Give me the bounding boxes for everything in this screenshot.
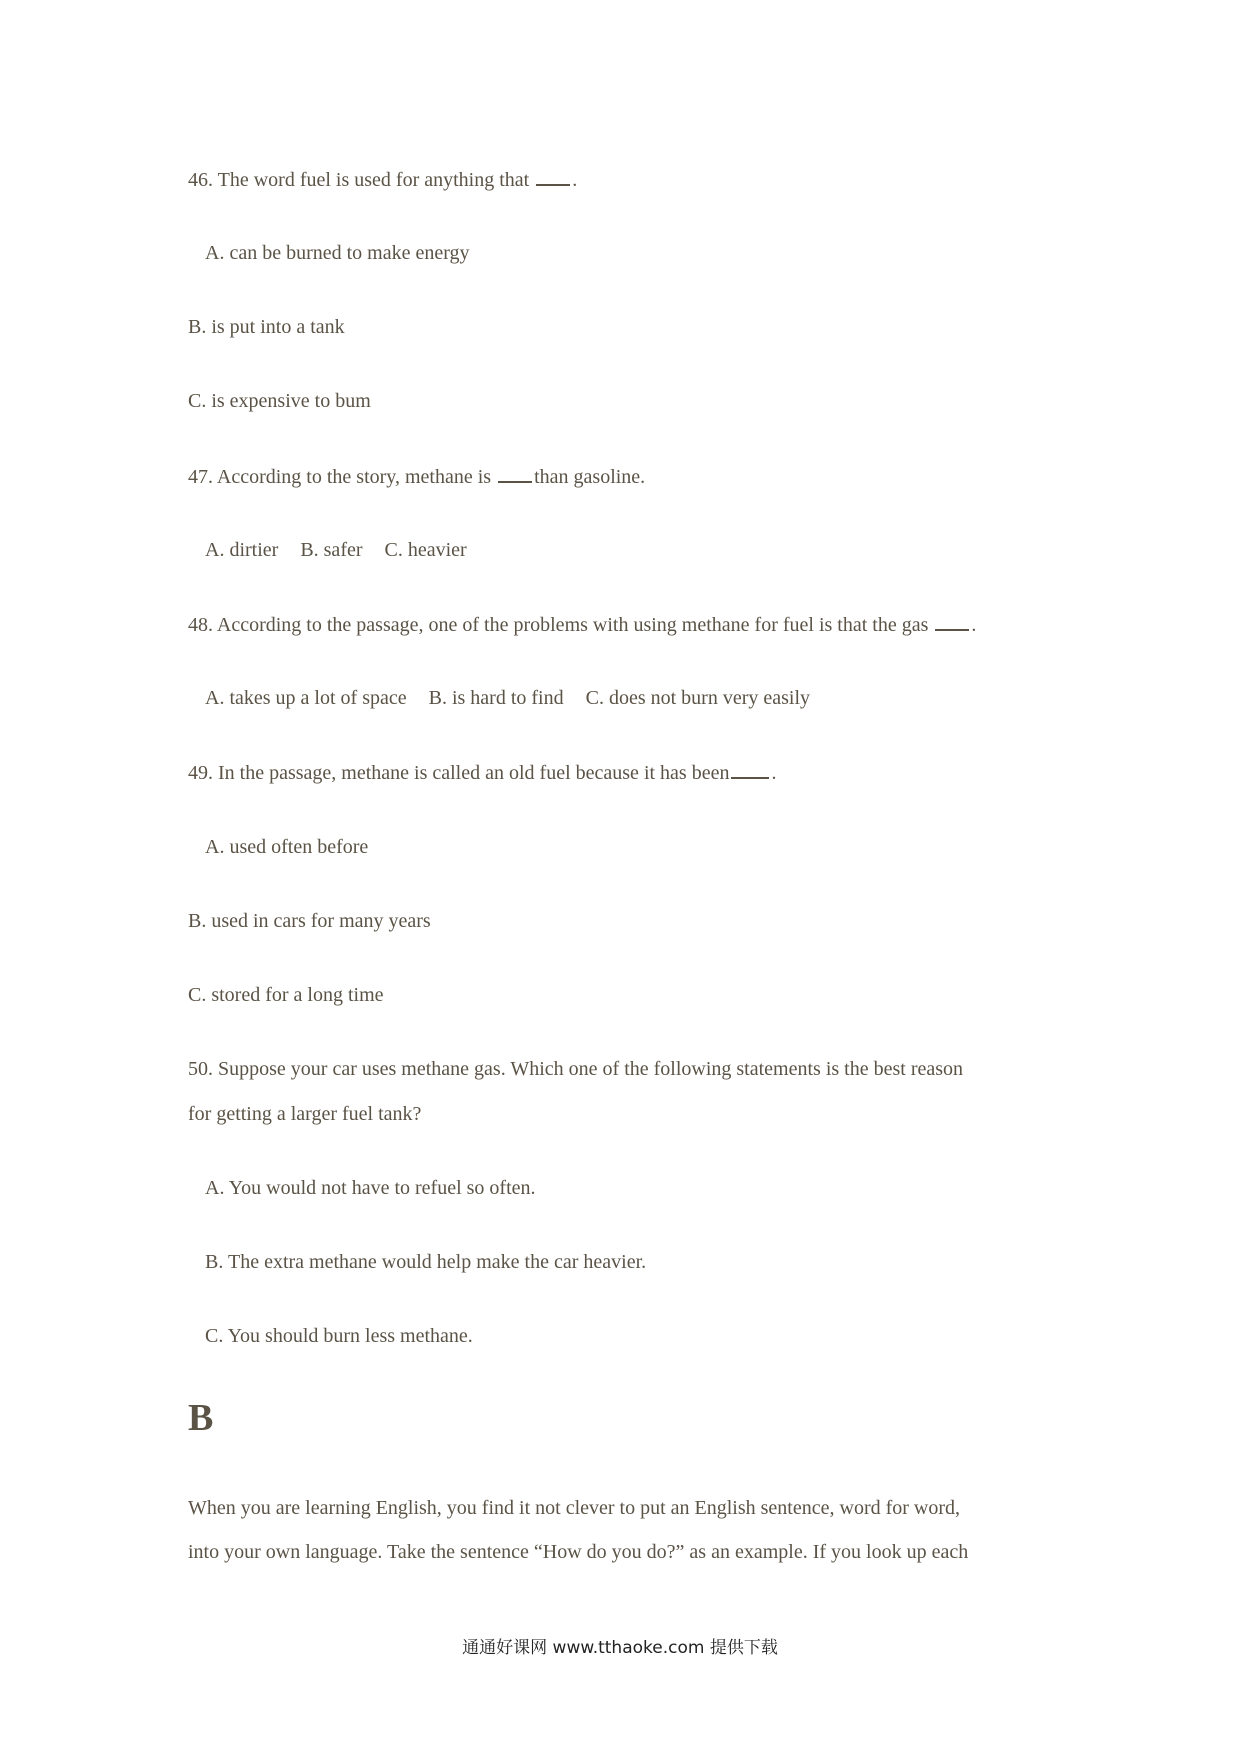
question-50-stem-line1: 50. Suppose your car uses methane gas. Which one of the following statements is the best reason — [188, 1058, 964, 1080]
question-49-text: 49. In the passage, methane is called an old fuel because it has been — [188, 762, 730, 784]
option-46-c: C. is expensive to bum — [188, 390, 371, 412]
question-46-stem — [188, 166, 577, 193]
paragraph-line-1: When you are learning English, you find it not clever to put an English sentence, word for word, — [188, 1497, 961, 1519]
option-47-c: C. heavier — [384, 539, 467, 561]
option-48-c: C. does not burn very easily — [585, 687, 811, 709]
question-47-text: 47. According to the story, methane is — [188, 466, 497, 488]
question-46-text-end: . — [572, 169, 578, 191]
question-47-stem — [188, 463, 645, 490]
question-49-stem — [188, 759, 776, 786]
question-47-text-end: than gasoline. — [534, 466, 646, 488]
question-50-stem-line2: for getting a larger fuel tank? — [188, 1103, 422, 1125]
answer-blank — [536, 166, 570, 186]
section-heading: B — [188, 1397, 214, 1439]
paragraph-line-2: into your own language. Take the sentence “How do you do?” as an example. If you look up each — [188, 1541, 969, 1563]
option-47-a: A. dirtier — [205, 539, 279, 561]
question-48-text-end: . — [971, 614, 977, 636]
option-49-b: B. used in cars for many years — [188, 910, 431, 932]
option-46-b: B. is put into a tank — [188, 316, 345, 338]
options-48 — [205, 685, 810, 711]
question-49-text-end: . — [771, 762, 777, 784]
answer-blank — [498, 463, 532, 483]
answer-blank — [731, 759, 769, 779]
option-50-b: B. The extra methane would help make the car heavier. — [205, 1251, 647, 1273]
option-48-b: B. is hard to find — [428, 687, 564, 709]
answer-blank — [935, 611, 969, 631]
option-50-c: C. You should burn less methane. — [205, 1325, 473, 1347]
page-footer: 通通好课网 www.tthaoke.com 提供下载 — [462, 1638, 778, 1658]
option-49-c: C. stored for a long time — [188, 984, 384, 1006]
option-48-a: A. takes up a lot of space — [205, 687, 407, 709]
option-49-a: A. used often before — [205, 836, 369, 858]
option-47-b: B. safer — [300, 539, 363, 561]
question-46-text: 46. The word fuel is used for anything that — [188, 169, 535, 191]
option-46-a: A. can be burned to make energy — [205, 242, 470, 264]
question-48-stem — [188, 611, 976, 638]
option-50-a: A. You would not have to refuel so often. — [205, 1177, 536, 1199]
options-47 — [205, 537, 467, 563]
question-48-text: 48. According to the passage, one of the problems with using methane for fuel is that the gas — [188, 614, 934, 636]
